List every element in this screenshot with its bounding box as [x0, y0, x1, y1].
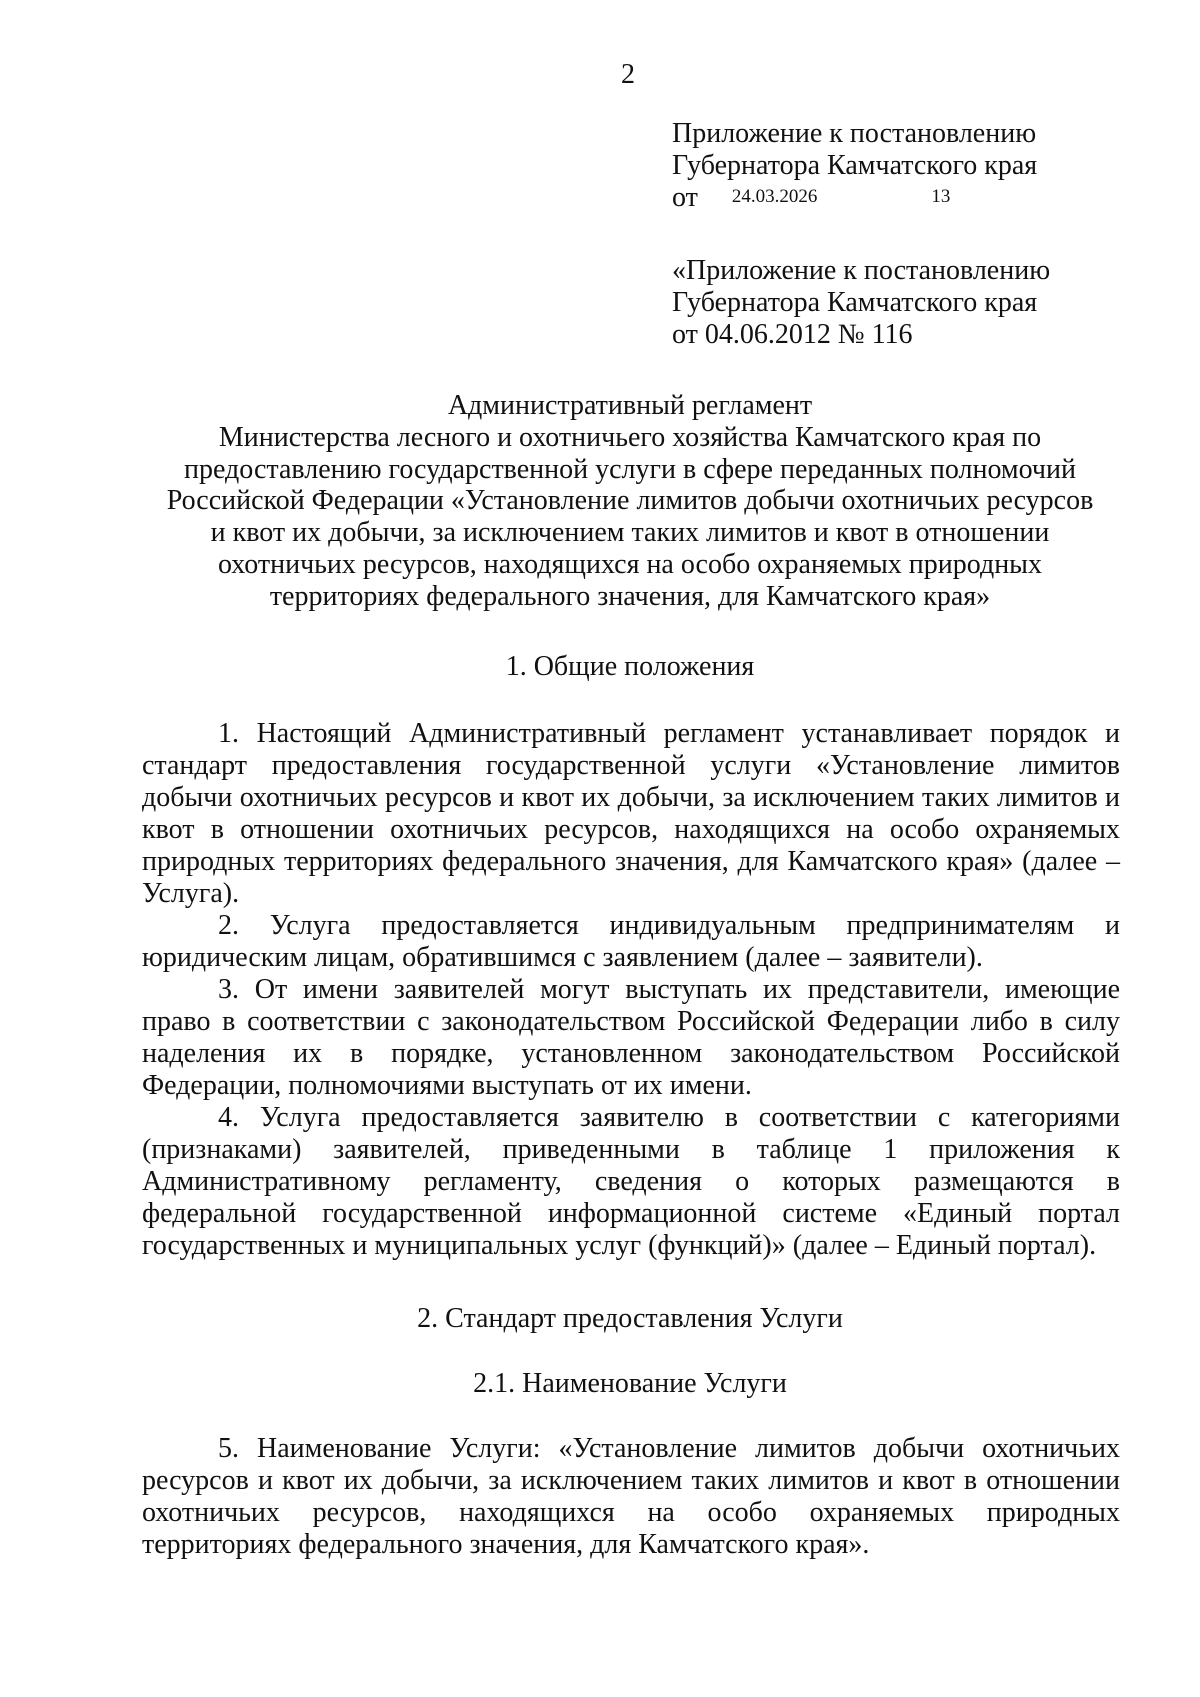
title-line: территориях федерального значения, для Камчатского края» — [269, 580, 991, 612]
title-line: Российской Федерации «Установление лимитов добычи охотничьих ресурсов — [166, 485, 1094, 517]
appendix-stamp — [672, 118, 1192, 214]
previous-stamp-line-2: Губернатора Камчатского края — [672, 287, 1038, 318]
page-number: 2 — [621, 59, 635, 90]
title-line: и квот их добычи, за исключением таких лимитов и квот в отношении — [210, 517, 1050, 549]
title-line: Министерства лесного и охотничьего хозяйства Камчатского края по — [218, 421, 1042, 453]
stamp-number-filled: 13 — [931, 186, 951, 207]
title-line: Административный регламент — [447, 390, 813, 421]
paragraph-2: 2. Услуга предоставляется индивидуальным предпринимателям и юридическим лицам, обратившимся с заявлением (далее – заявители). — [142, 910, 1120, 973]
paragraph-4: 4. Услуга предоставляется заявителю в соответствии с категориями (признаками) заявителей, приведенными в таблице 1 приложения к Административному регламенту, сведения о которых размещаются в федеральной государственной информационной системе «Единый портал государственных и муниципальных услуг (функций)» (далее – Единый портал). — [142, 1102, 1120, 1261]
document-title — [150, 390, 1110, 613]
section-1-heading: 1. Общие положения — [505, 651, 755, 682]
title-line: охотничьих ресурсов, находящихся на особо охраняемых природных — [218, 548, 1042, 580]
stamp-line-3 — [672, 182, 1192, 214]
paragraph-1: 1. Настоящий Административный регламент устанавливает порядок и стандарт предоставления государственной услуги «Установление лимитов добычи охотничьих ресурсов и квот их добычи, за исключением таких лимитов и квот в отношении охотничьих ресурсов, находящихся на особо охраняемых природных территориях федерального значения, для Камчатского края» (далее – Услуга). — [142, 718, 1120, 909]
previous-stamp-line-1: «Приложение к постановлению — [672, 255, 1051, 286]
stamp-from-prefix: от — [672, 182, 698, 213]
paragraph-5: 5. Наименование Услуги: «Установление лимитов добычи охотничьих ресурсов и квот их добычи, за исключением таких лимитов и квот в отношении охотничьих ресурсов, находящихся на особо охраняемых природных территориях федерального значения, для Камчатского края». — [142, 1433, 1120, 1560]
section-2-1-subheading: 2.1. Наименование Услуги — [473, 1368, 787, 1399]
paragraph-3: 3. От имени заявителей могут выступать их представители, имеющие право в соответствии с законодательством Российской Федерации либо в силу наделения их в порядке, установленном законодательством Российской Федерации, полномочиями выступать от их имени. — [142, 974, 1120, 1101]
section-2-heading: 2. Стандарт предоставления Услуги — [417, 1303, 843, 1334]
stamp-line-1: Приложение к постановлению — [672, 118, 1037, 149]
section-2-body — [142, 1433, 1120, 1561]
title-line: предоставлению государственной услуги в сфере переданных полномочий — [184, 453, 1076, 485]
previous-stamp-line-3: от 04.06.2012 № 116 — [672, 319, 913, 350]
stamp-date-filled: 24.03.2026 — [731, 186, 818, 207]
section-1-body — [142, 718, 1120, 1262]
previous-appendix-stamp — [672, 255, 1192, 351]
stamp-line-2: Губернатора Камчатского края — [672, 150, 1038, 181]
